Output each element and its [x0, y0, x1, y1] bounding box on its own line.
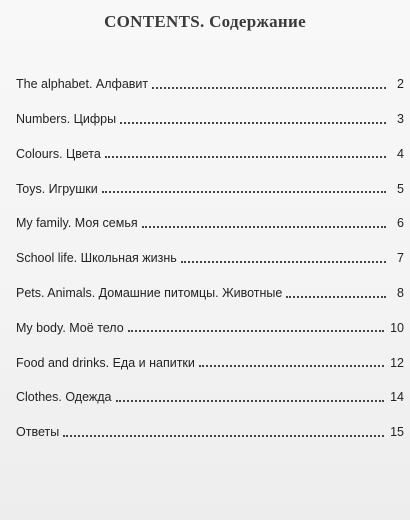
toc-entry-page: 10 — [390, 320, 404, 335]
toc-entry-page: 15 — [390, 425, 404, 440]
toc-entry-page: 14 — [390, 390, 404, 405]
toc-entry-label: Ответы — [16, 425, 60, 440]
toc-entry-clothes[interactable] — [16, 369, 404, 404]
dot-leader — [63, 434, 384, 437]
toc-entry-page: 7 — [397, 251, 404, 266]
dot-leader — [181, 260, 386, 263]
toc-entry-page: 8 — [397, 286, 404, 301]
toc-entry-page: 5 — [397, 181, 404, 196]
toc-entry-family[interactable] — [16, 195, 404, 230]
dot-leader — [286, 295, 386, 298]
dot-leader — [142, 225, 386, 228]
toc-entry-numbers[interactable] — [16, 91, 404, 126]
toc-entry-toys[interactable] — [16, 160, 404, 195]
toc-entry-label: School life. Школьная жизнь — [16, 251, 177, 266]
toc-entry-label: My body. Моё тело — [16, 320, 124, 335]
toc-entry-page: 6 — [397, 216, 404, 231]
dot-leader — [120, 121, 386, 124]
toc-entry-page: 3 — [397, 112, 404, 127]
toc-entry-label: Pets. Animals. Домашние питомцы. Животные — [16, 286, 283, 301]
dot-leader — [105, 155, 386, 158]
toc-entry-label: Numbers. Цифры — [16, 112, 117, 127]
toc-entry-alphabet[interactable] — [16, 56, 404, 91]
table-of-contents — [16, 56, 404, 439]
toc-entry-pets-animals[interactable] — [16, 265, 404, 300]
toc-entry-label: Clothes. Одежда — [16, 390, 112, 405]
dot-leader — [152, 86, 386, 89]
toc-entry-food-drinks[interactable] — [16, 334, 404, 369]
dot-leader — [199, 364, 384, 367]
toc-entry-answers[interactable] — [16, 404, 404, 439]
toc-entry-page: 12 — [390, 355, 404, 370]
dot-leader — [128, 329, 384, 332]
toc-entry-label: The alphabet. Алфавит — [16, 77, 149, 92]
toc-entry-page: 4 — [397, 146, 404, 161]
toc-entry-body[interactable] — [16, 300, 404, 335]
page-title: CONTENTS. Содержание — [104, 12, 306, 31]
toc-entry-label: Toys. Игрушки — [16, 181, 98, 196]
toc-entry-label: Food and drinks. Еда и напитки — [16, 355, 195, 370]
toc-entry-colours[interactable] — [16, 126, 404, 161]
dot-leader — [102, 190, 386, 193]
toc-entry-label: Colours. Цвета — [16, 146, 101, 161]
toc-entry-label: My family. Моя семья — [16, 216, 138, 231]
toc-entry-school-life[interactable] — [16, 230, 404, 265]
toc-entry-page: 2 — [397, 77, 404, 92]
dot-leader — [116, 399, 385, 402]
